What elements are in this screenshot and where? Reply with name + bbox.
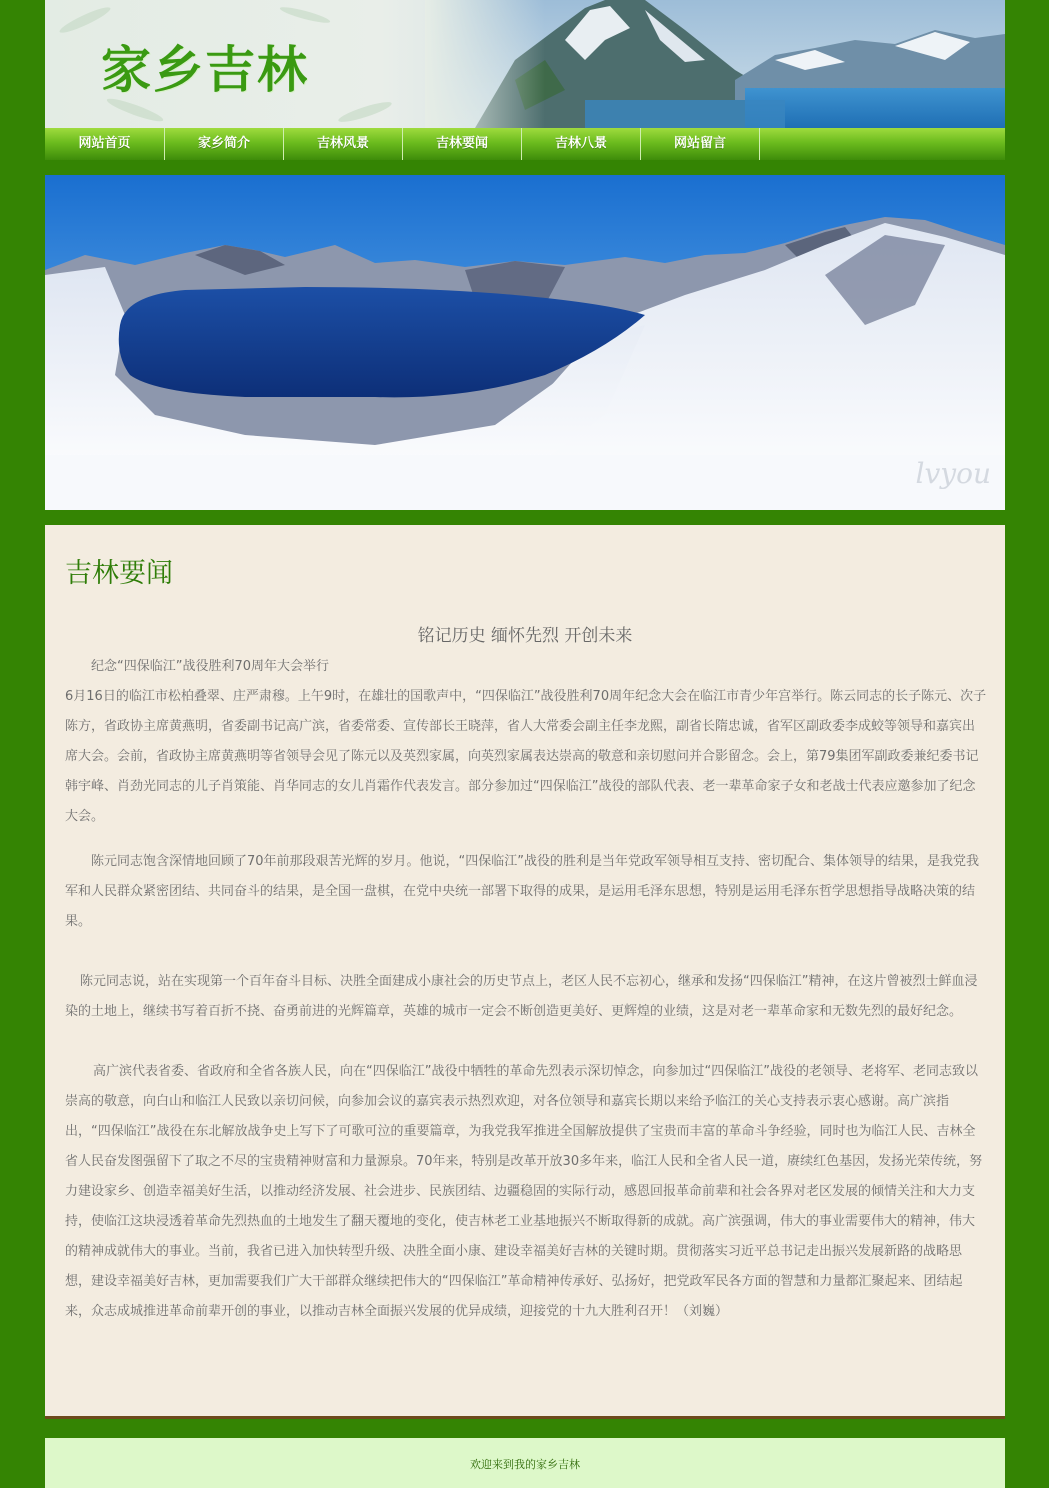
heaven-lake-panorama: [45, 175, 1005, 510]
nav-item-home[interactable]: 网站首页: [45, 128, 165, 160]
article-paragraph: 陈元同志饱含深情地回顾了70年前那段艰苦光辉的岁月。他说，“四保临江”战役的胜利是当年党政军领导相互支持、密切配合、集体领导的结果，是我党我军和人民群众紧密团结、共同奋斗的结果，是全国一盘棋，在党中央统一部署下取得的成果，是运用毛泽东思想，特别是运用毛泽东哲学思想指导战略决策的结果。: [65, 854, 980, 929]
main-nav: [45, 128, 1005, 160]
hero-watermark: lvyou: [915, 457, 991, 490]
section-title: 吉林要闻: [65, 558, 173, 589]
article-paragraph: 陈元同志说，站在实现第一个百年奋斗目标、决胜全面建成小康社会的历史节点上，老区人民不忘初心，继承和发扬“四保临江”精神，在这片曾被烈士鲜血浸染的土地上，继续书写着百折不挠、奋勇前进的光辉篇章，英雄的城市一定会不断创造更美好、更辉煌的业绩，这是对老一辈革命家和无数先烈的最好纪念。: [65, 974, 978, 1019]
site-logo[interactable]: 家乡吉林: [101, 41, 309, 99]
news-content: [45, 525, 1005, 1419]
footer-text: 欢迎来到我的家乡吉林: [470, 1458, 580, 1471]
header-banner: [45, 0, 1005, 128]
footer: [45, 1438, 1005, 1488]
article-paragraph: 高广滨代表省委、省政府和全省各族人民，向在“四保临江”战役中牺牲的革命先烈表示深切悼念，向参加过“四保临江”战役的老领导、老将军、老同志致以崇高的敬意，向白山和临江人民致以亲切问候，向参加会议的嘉宾表示热烈欢迎，对各位领导和嘉宾长期以来给予临江的关心支持表示衷心感谢。高广滨指出，“四保临江”战役在东北解放战争史上写下了可歌可泣的重要篇章，为我党我军推进全国解放提供了宝贵而丰富的革命斗争经验，同时也为临江人民、吉林全省人民奋发图强留下了取之不尽的宝贵精神财富和力量源泉。70年来，特别是改革开放30多年来，临江人民和全省人民一道，赓续红色基因，发扬光荣传统，努力建设家乡、创造幸福美好生活，以推动经济发展、社会进步、民族团结、边疆稳固的实际行动，感恩回报革命前辈和社会各界对老区发展的倾情关注和大力支持，使临江这块浸透着革命先烈热血的土地发生了翻天覆地的变化，使吉林老工业基地振兴不断取得新的成就。高广滨强调，伟大的事业需要伟大的精神，伟大的精神成就伟大的事业。当前，我省已进入加快转型升级、决胜全面小康、建设幸福美好吉林的关键时期。贯彻落实习近平总书记走出振兴发展新路的战略思想，建设幸福美好吉林，更加需要我们广大干部群众继续把伟大的“四保临江”革命精神传承好、弘扬好，把党政军民各方面的智慧和力量都汇聚起来、团结起来，众志成城推进革命前辈开创的事业，以推动吉林全面振兴发展的优异成绩，迎接党的十九大胜利召开！（刘巍）: [65, 1064, 983, 1319]
article-subtitle: 纪念“四保临江”战役胜利70周年大会举行: [91, 659, 330, 674]
nav-item-guestbook[interactable]: 网站留言: [641, 128, 760, 160]
article-paragraph: 6月16日的临江市松柏叠翠、庄严肃穆。上午9时，在雄壮的国歌声中，“四保临江”战役胜利70周年纪念大会在临江市青少年宫举行。陈云同志的长子陈元、次子陈方，省政协主席黄燕明，省委副书记高广滨，省委常委、宣传部长王晓萍，省人大常委会副主任李龙熙，副省长隋忠诚，省军区副政委李成蛟等领导和嘉宾出席大会。会前，省政协主席黄燕明等省领导会见了陈元以及英烈家属，向英烈家属表达崇高的敬意和亲切慰问并合影留念。会上，第79集团军副政委兼纪委书记韩宇峰、肖劲光同志的儿子肖策能、肖华同志的女儿肖霜作代表发言。部分参加过“四保临江”战役的部队代表、老一辈革命家子女和老战士代表应邀参加了纪念大会。: [65, 689, 987, 824]
hero-image: [45, 175, 1005, 510]
nav-item-intro[interactable]: 家乡简介: [165, 128, 284, 160]
nav-item-scenery[interactable]: 吉林风景: [284, 128, 403, 160]
article-body: [65, 652, 987, 1327]
article-title: 铭记历史 缅怀先烈 开创未来: [417, 626, 633, 646]
nav-item-news[interactable]: 吉林要闻: [403, 128, 522, 160]
nav-item-eight-views[interactable]: 吉林八景: [522, 128, 641, 160]
